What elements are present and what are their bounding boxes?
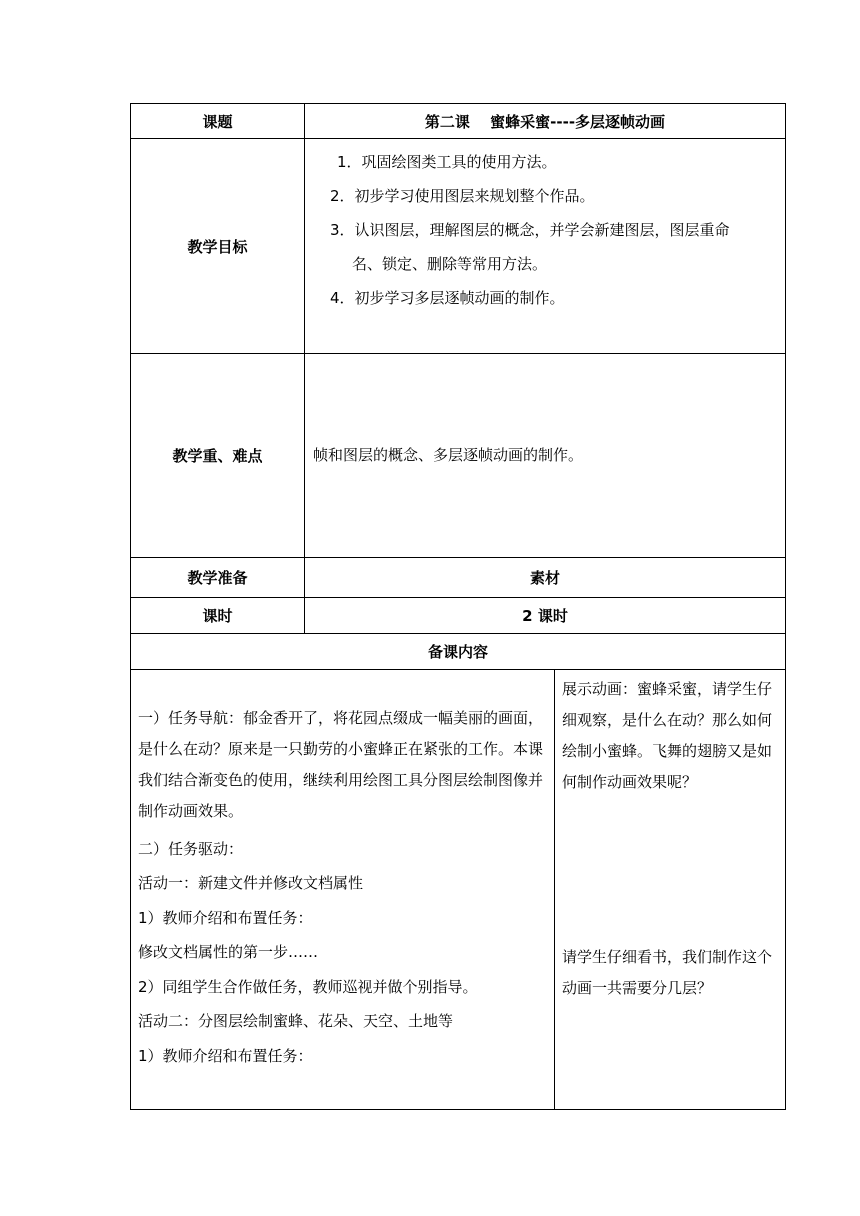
task-intro: 一）任务导航：郁金香开了，将花园点缀成一幅美丽的画面，是什么在动？原来是一只勤劳的小蜜蜂正在紧张的工作。本课我们结合渐变色的使用，继续利用绘图工具分图层绘制图像并制作动画效果。 bbox=[138, 709, 544, 820]
table-rule bbox=[304, 103, 305, 633]
objective-item: 3．认识图层，理解图层的概念，并学会新建图层，图层重命 bbox=[330, 221, 730, 239]
preparation-label: 教学准备 bbox=[187, 569, 248, 587]
content-line: 1）教师介绍和布置任务： bbox=[138, 1047, 313, 1065]
teacher-note: 展示动画：蜜蜂采蜜，请学生仔细观察，是什么在动？那么如何绘制小蜜蜂。飞舞的翅膀又是如何制作动画效果呢？ bbox=[562, 680, 773, 791]
key-points-label: 教学重、难点 bbox=[172, 447, 263, 465]
hours-value: 2 课时 bbox=[522, 607, 568, 625]
teacher-note: 请学生仔细看书，我们制作这个动画一共需要分几层？ bbox=[562, 948, 773, 997]
objective-item: 4．初步学习多层逐帧动画的制作。 bbox=[330, 289, 565, 307]
content-line: 1）教师介绍和布置任务： bbox=[138, 909, 313, 927]
content-line: 修改文档属性的第一步…… bbox=[138, 943, 319, 961]
content-line: 2）同组学生合作做任务，教师巡视并做个别指导。 bbox=[138, 978, 478, 996]
table-rule bbox=[554, 669, 555, 1110]
table-rule bbox=[130, 669, 786, 670]
objective-item: 名、锁定、删除等常用方法。 bbox=[352, 255, 548, 273]
key-points-value: 帧和图层的概念、多层逐帧动画的制作。 bbox=[313, 446, 584, 464]
subject-label: 课题 bbox=[202, 112, 233, 131]
preparation-value: 素材 bbox=[529, 569, 560, 587]
content-line: 活动一：新建文件并修改文档属性 bbox=[138, 874, 364, 892]
content-title: 备课内容 bbox=[427, 643, 488, 661]
hours-label: 课时 bbox=[202, 607, 233, 625]
content-line: 二）任务驱动： bbox=[138, 840, 244, 858]
objective-item: 1．巩固绘图类工具的使用方法。 bbox=[337, 153, 557, 171]
subject-title: 第二课 蜜蜂采蜜----多层逐帧动画 bbox=[424, 112, 666, 131]
objectives-label: 教学目标 bbox=[187, 237, 248, 256]
objective-item: 2．初步学习使用图层来规划整个作品。 bbox=[330, 187, 595, 205]
content-line: 活动二：分图层绘制蜜蜂、花朵、天空、土地等 bbox=[138, 1012, 454, 1030]
